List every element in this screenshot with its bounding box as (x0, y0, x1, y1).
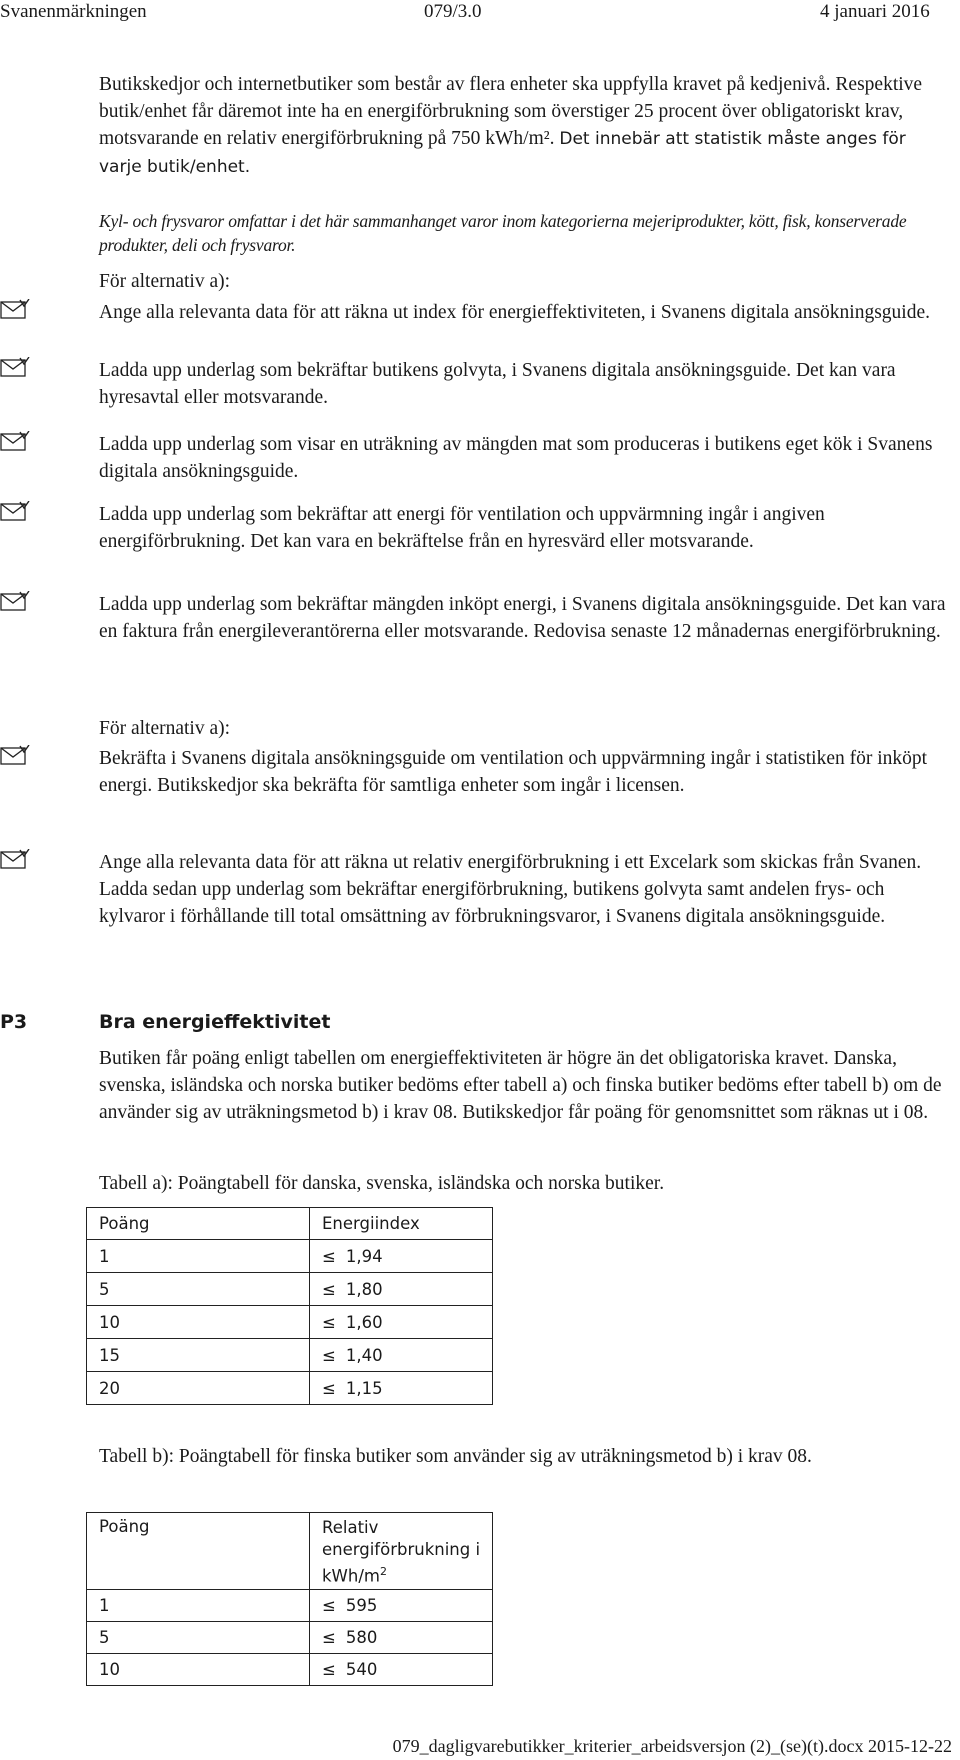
checklist-item: Ladda upp underlag som bekräftar mängden inköpt energi, i Svanens digitala ansökningsguide. Det kan vara en faktura från energileverantörerna eller motsvarande. Redovisa senaste 12 månadernas energiförbrukning. (99, 594, 946, 642)
envelope-checkbox-icon[interactable] (0, 357, 34, 385)
table-b (86, 1512, 493, 1686)
header-left: Svanenmärkningen (0, 1, 147, 22)
table-cell (310, 1654, 493, 1686)
table-cell: 10 (87, 1306, 310, 1339)
table-cell (310, 1372, 493, 1405)
table-b-caption: Tabell b): Poängtabell för finska butiker som använder sig av uträkningsmetod b) i krav 08. (99, 1446, 812, 1467)
table-cell: 20 (87, 1372, 310, 1405)
table-header-label: Relativ energiförbrukning i kWh/m (322, 1518, 481, 1586)
superscript: 2 (379, 1565, 387, 1578)
table-a-caption: Tabell a): Poängtabell för danska, svenska, isländska och norska butiker. (99, 1173, 665, 1194)
checklist-item: Ladda upp underlag som bekräftar butikens golvyta, i Svanens digitala ansökningsguide. Det kan vara hyresavtal eller motsvarande. (99, 360, 896, 408)
table-cell-value: 1,40 (345, 1345, 383, 1365)
table-header-label: Poäng (99, 1517, 150, 1536)
envelope-checkbox-icon[interactable] (0, 745, 34, 773)
checklist-item: Ange alla relevanta data för att räkna ut relativ energiförbrukning i ett Excelark som skickas från Svanen. Ladda sedan upp underlag som bekräftar energiförbrukning, butikens golvyta samt andelen frys- och kylvaror i förhållande till total omsättning av förbrukningsvaror, i Svanens digitala ansökningsguide. (99, 852, 922, 927)
envelope-checkbox-icon[interactable] (0, 591, 34, 619)
table-header-cell (310, 1513, 493, 1590)
alt-label-1: För alternativ a): (99, 271, 231, 292)
less-equal-icon: ≤ (322, 1345, 336, 1365)
table-cell: 1 (87, 1240, 310, 1273)
table-cell: 10 (87, 1654, 310, 1686)
table-row (87, 1372, 493, 1405)
header-right: 4 januari 2016 (820, 1, 930, 22)
table-cell: 15 (87, 1339, 310, 1372)
table-header-cell: Energiindex (310, 1208, 493, 1240)
less-equal-icon: ≤ (322, 1628, 336, 1647)
table-row (87, 1273, 493, 1306)
table-cell (310, 1622, 493, 1654)
section-body: Butiken får poäng enligt tabellen om energieffektiviteten är högre än det obligatoriska kravet. Danska, svenska, isländska och norska butiker bedöms efter tabell a) och finska butiker bedöms efter tabell b) om de använder sig av uträkningsmetod b) i krav 08. Butikskedjor får poäng för genomsnittet som räknas ut i 08. (99, 1048, 942, 1123)
table-cell-value: 595 (345, 1596, 378, 1615)
table-cell (310, 1339, 493, 1372)
table-cell-value: 1,15 (345, 1378, 383, 1398)
envelope-checkbox-icon[interactable] (0, 501, 34, 529)
table-row (87, 1339, 493, 1372)
checklist-item: Ladda upp underlag som visar en uträkning av mängden mat som produceras i butikens eget kök i Svanens digitala ansökningsguide. (99, 434, 933, 482)
checklist-item: Bekräfta i Svanens digitala ansökningsguide om ventilation och uppvärmning ingår i statistiken för inköpt energi. Butikskedjor ska bekräfta för samtliga enheter som ingår i licensen. (99, 748, 928, 796)
less-equal-icon: ≤ (322, 1312, 336, 1332)
footer-filename: 079_dagligvarebutikker_kriterier_arbeidsversjon (2)_(se)(t).docx 2015-12-22 (392, 1736, 952, 1756)
table-cell-value: 1,94 (345, 1246, 383, 1266)
alt-label-2: För alternativ a): (99, 718, 231, 739)
table-cell-value: 1,80 (345, 1279, 383, 1299)
table-a (86, 1207, 493, 1405)
table-row (87, 1590, 493, 1622)
table-cell-value: 580 (345, 1628, 378, 1647)
envelope-checkbox-icon[interactable] (0, 849, 34, 877)
table-header-cell: Poäng (87, 1208, 310, 1240)
table-cell: 5 (87, 1273, 310, 1306)
table-cell: 5 (87, 1622, 310, 1654)
table-row (87, 1306, 493, 1339)
less-equal-icon: ≤ (322, 1279, 336, 1299)
table-row (87, 1654, 493, 1686)
table-cell: 1 (87, 1590, 310, 1622)
table-cell-value: 1,60 (345, 1312, 383, 1332)
intro-paragraph (99, 71, 949, 181)
table-header-cell (87, 1513, 310, 1590)
table-cell (310, 1306, 493, 1339)
table-row (87, 1240, 493, 1273)
table-header-row (87, 1208, 493, 1240)
intro-text-sans: Det innebär att statistik måste anges för varje butik/enhet. (99, 129, 906, 177)
table-cell-value: 540 (345, 1660, 378, 1679)
envelope-checkbox-icon[interactable] (0, 299, 34, 327)
less-equal-icon: ≤ (322, 1660, 336, 1679)
table-row (87, 1622, 493, 1654)
checklist-item: Ange alla relevanta data för att räkna ut index för energieffektiviteten, i Svanens digitala ansökningsguide. (99, 302, 930, 323)
table-cell (310, 1590, 493, 1622)
less-equal-icon: ≤ (322, 1378, 336, 1398)
less-equal-icon: ≤ (322, 1246, 336, 1266)
table-cell (310, 1240, 493, 1273)
intro-text: Butikskedjor och internetbutiker som består av flera enheter ska uppfylla kravet på kedjenivå. Respektive butik/enhet får däremot inte ha en energiförbrukning som överstiger 25 procent över obligatoriskt krav, motsvarande en relativ energiförbrukning på 750 kWh/m². (99, 74, 923, 149)
section-title: Bra energieffektivitet (99, 1011, 331, 1033)
header-center: 079/3.0 (424, 1, 482, 22)
less-equal-icon: ≤ (322, 1596, 336, 1615)
intro-italic-note: Kyl- och frysvaror omfattar i det här sammanhanget varor inom kategorierna mejeriprodukter, kött, fisk, konserverade produkter, deli och frysvaror. (99, 211, 907, 255)
section-code: P3 (0, 1011, 28, 1033)
table-header-row (87, 1513, 493, 1590)
checklist-item: Ladda upp underlag som bekräftar att energi för ventilation och uppvärmning ingår i angiven energiförbrukning. Det kan vara en bekräftelse från en hyresvärd eller motsvarande. (99, 504, 825, 552)
table-cell (310, 1273, 493, 1306)
envelope-checkbox-icon[interactable] (0, 431, 34, 459)
